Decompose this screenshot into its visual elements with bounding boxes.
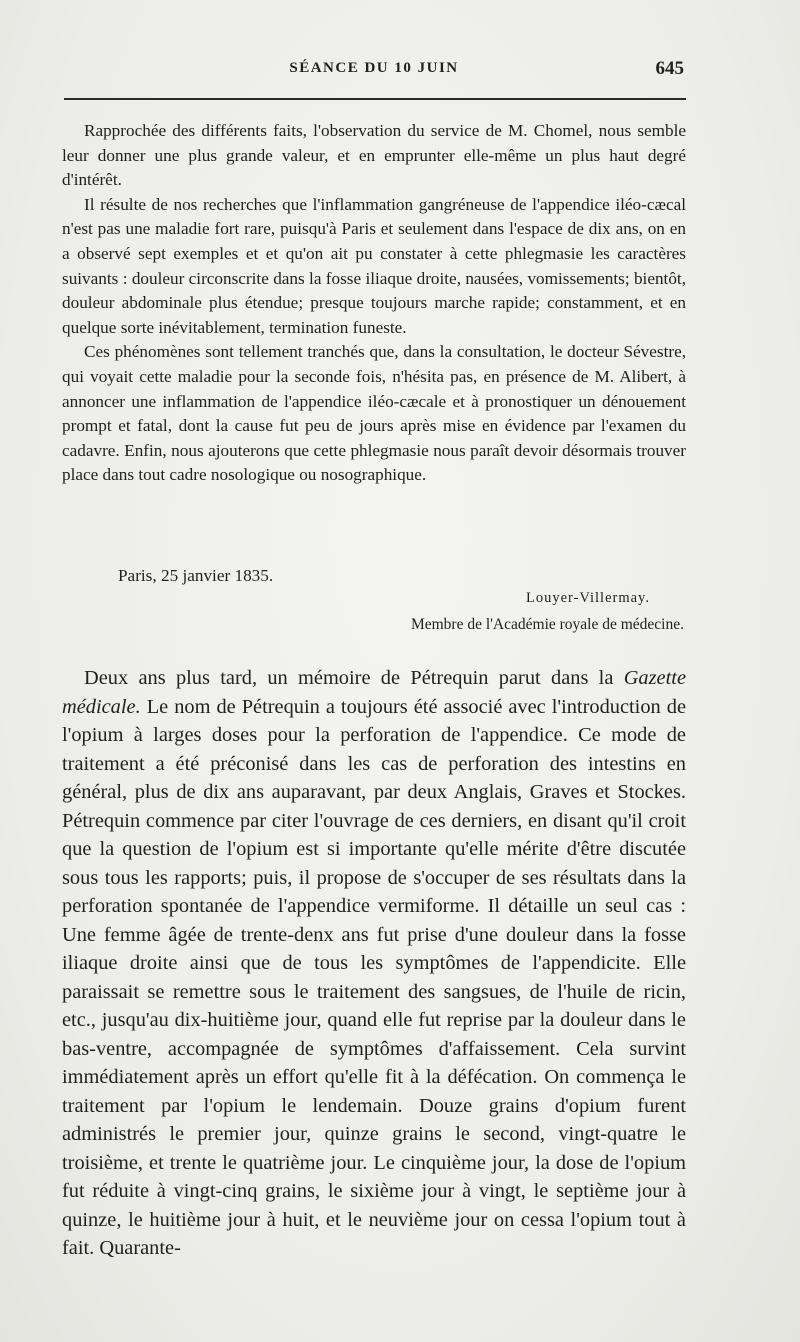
main-continuation: Le nom de Pétrequin a toujours été associé avec l'introduction de l'opium à larges doses pour la perforation de l'appendice. Ce mode de traitement a été préconisé dans les cas de perforation des intestins en général, plus de dix ans auparavant, par deux Anglais, Graves et Stockes. Pétrequin commence par citer l'ouvrage de ces derniers, en disant qu'il croit que la question de l'opium est si importante qu'elle mérite d'être discutée sous tous les rapports; puis, il propose de s'occuper de ses résultats dans la perforation spontanée de l'appendice vermiforme. Il détaille un seul cas : Une femme âgée de trente-denx ans fut prise d'une douleur dans la fosse iliaque droite ainsi que de tous les symptômes de l'appendicite. Elle paraissait se remettre sous le traitement des sangsues, de l'huile de ricin, etc., jusqu'au dix-huitième jour, quand elle fut reprise par la douleur dans le bas-ventre, accompagnée de symptômes d'affaissement. Cela survint immédiatement après un effort qu'elle fit à la défécation. On commença le traitement par l'opium le lendemain. Douze grains d'opium furent administrés le premier jour, quinze grains le second, vingt-quatre le troisième, et trente le quatrième jour. Le cinquième jour, la dose de l'opium fut réduite à vingt-cinq grains, le sixième jour à vingt, le septième jour à quinze, le huitième jour à huit, et le neuvième jour on cessa l'opium tout à fait. Quarante- — [62, 695, 686, 1259]
main-intro: Deux ans plus tard, un mémoire de Pétrequin parut dans la — [84, 667, 624, 689]
running-title: SÉANCE DU 10 JUIN — [289, 60, 459, 76]
journal-title: Gazette médicale. — [62, 667, 686, 718]
signature-title: Membre de l'Académie royale de médecine. — [410, 616, 684, 633]
letter-body — [62, 119, 686, 488]
page-header — [62, 60, 686, 90]
main-body — [62, 664, 686, 1263]
letter-paragraph: Il résulte de nos recherches que l'inflammation gangréneuse de l'appendice iléo-cæcal n'est pas une maladie fort rare, puisqu'à Paris et seulement dans l'espace de dix ans, on en a observé sept exemples et et qu'on ait pu constater à cette phlegmasie les caractères suivants : douleur circonscrite dans la fosse iliaque droite, nausées, vomissements; bientôt, douleur abdominale plus étendue; presque toujours marche rapide; constamment, et en quelque sorte inévitablement, termination funeste. — [62, 194, 686, 337]
letter-paragraph: Rapprochée des différents faits, l'observation du service de M. Chomel, nous semble leur donner une plus grande valeur, et en emprunter elle-même un plus haut degré d'intérêt. — [62, 121, 686, 190]
signature-name: Louyer-Villermay. — [525, 590, 650, 606]
main-paragraph — [62, 664, 686, 1263]
letter-paragraph: Ces phénomènes sont tellement tranchés que, dans la consultation, le docteur Sévestre, qui voyait cette maladie pour la seconde fois, n'hésita pas, en présence de M. Alibert, à annoncer une inflammation de l'appendice iléo-cæcale et à pronostiquer un dénouement prompt et fatal, dont la cause fut peu de jours après mise en évidence par l'examen du cadavre. Enfin, nous ajouterons que cette phlegmasie nous paraît devoir désormais trouver place dans tout cadre nosologique ou nosographique. — [62, 342, 686, 485]
header-rule — [64, 98, 686, 100]
page-number: 645 — [655, 58, 684, 79]
letter-dateline: Paris, 25 janvier 1835. — [118, 566, 274, 585]
